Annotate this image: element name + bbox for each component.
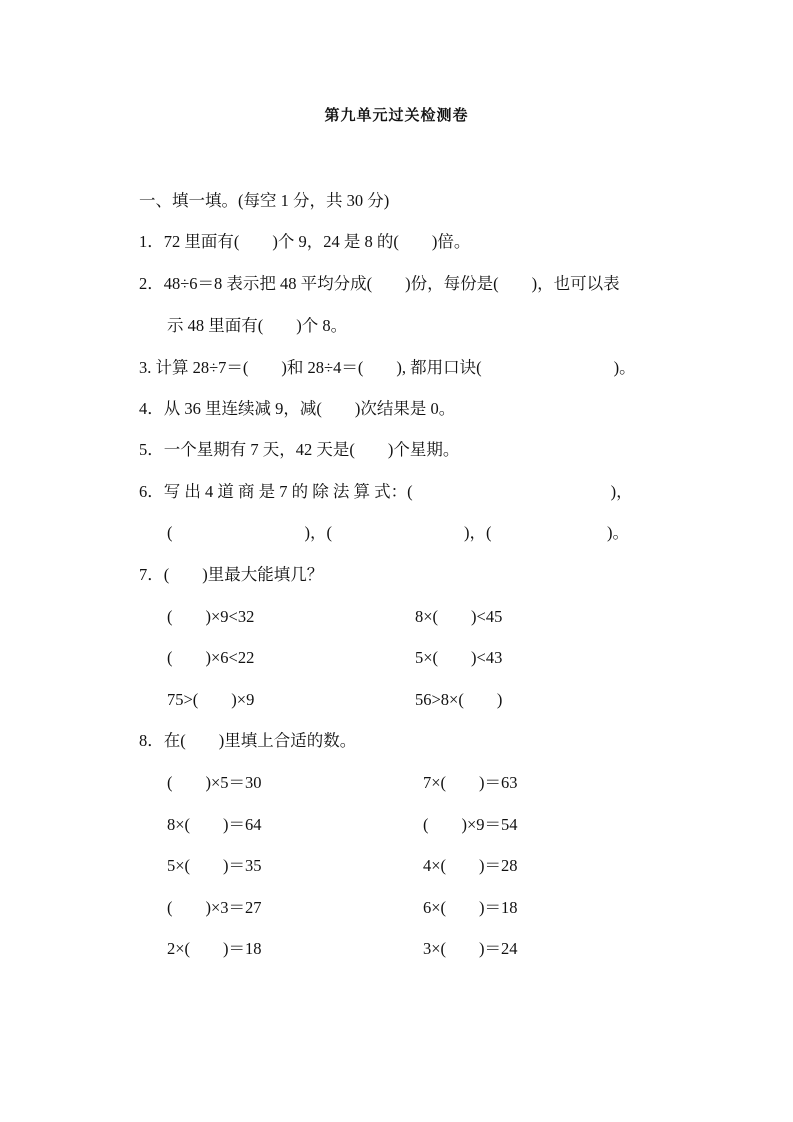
question-8-prompt: 8．在( )里填上合适的数。: [139, 731, 357, 750]
q8-item-left: 8×( )＝64: [167, 815, 262, 834]
q8-item-left: ( )×5＝30: [167, 773, 262, 792]
question-5: 5．一个星期有 7 天，42 天是( )个星期。: [139, 440, 460, 459]
question-4: 4．从 36 里连续减 9，减( )次结果是 0。: [139, 399, 456, 418]
question-7-prompt: 7．( )里最大能填几？: [139, 565, 324, 584]
question-6-line-1: 6．写 出 4 道 商 是 7 的 除 法 算 式：( )，: [139, 482, 633, 501]
q7-item-left: 75>( )×9: [167, 690, 255, 709]
q8-item-right: ( )×9＝54: [423, 815, 518, 834]
question-2-line-1: 2．48÷6＝8 表示把 48 平均分成( )份，每份是( )，也可以表: [139, 274, 620, 293]
q7-item-right: 56>8×( ): [415, 690, 503, 709]
q8-item-right: 7×( )＝63: [423, 773, 518, 792]
q8-item-right: 6×( )＝18: [423, 898, 518, 917]
q8-item-right: 4×( )＝28: [423, 856, 518, 875]
question-3: 3. 计算 28÷7＝( )和 28÷4＝( ), 都用口诀( )。: [139, 358, 636, 377]
q7-item-left: ( )×6<22: [167, 648, 255, 667]
q7-item-right: 5×( )<43: [415, 648, 503, 667]
q8-item-left: 2×( )＝18: [167, 939, 262, 958]
q8-item-left: 5×( )＝35: [167, 856, 262, 875]
q7-item-right: 8×( )<45: [415, 607, 503, 626]
section-heading: 一、填一填。(每空 1 分，共 30 分): [139, 191, 390, 210]
question-1: 1．72 里面有( )个 9，24 是 8 的( )倍。: [139, 232, 471, 251]
page-title: 第九单元过关检测卷: [324, 106, 469, 124]
question-6-line-2: ( )，( )，( )。: [167, 523, 629, 542]
question-2-line-2: 示 48 里面有( )个 8。: [167, 316, 348, 335]
q8-item-left: ( )×3＝27: [167, 898, 262, 917]
q8-item-right: 3×( )＝24: [423, 939, 518, 958]
q7-item-left: ( )×9<32: [167, 607, 255, 626]
